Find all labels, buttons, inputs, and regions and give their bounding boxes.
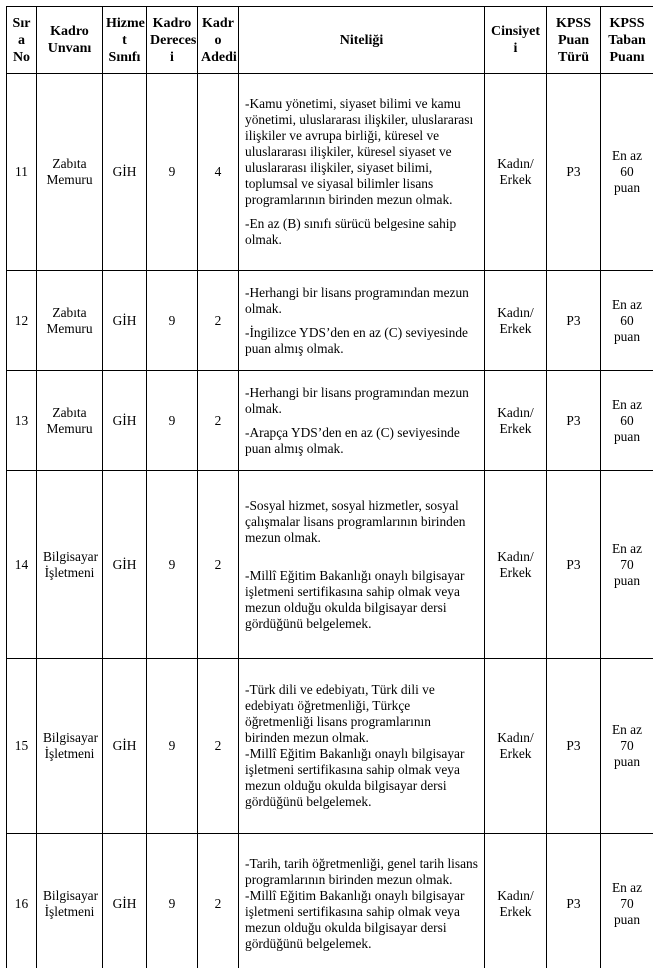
cell-adet: 2	[198, 371, 239, 471]
table-row	[7, 659, 654, 834]
table-row	[7, 371, 654, 471]
document-page	[6, 6, 653, 968]
header-text: Adedi	[201, 49, 237, 65]
table-row	[7, 834, 654, 969]
table-row	[7, 271, 654, 371]
column-header	[37, 7, 103, 74]
column-header	[601, 7, 654, 74]
cell-derece: 9	[147, 74, 198, 271]
cell-unvan: Zabıta Memuru	[37, 74, 103, 271]
nitelik-item: -Arapça YDS’den en az (C) seviyesinde puan almış olmak.	[245, 424, 460, 456]
nitelik-item: -Sosyal hizmet, sosyal hizmetler, sosyal çalışmalar lisans programlarının birinden mezun olmak.	[245, 497, 466, 545]
header-text: Kadro	[50, 24, 89, 39]
nitelik-item: -Millî Eğitim Bakanlığı onaylı bilgisayar işletmeni sertifikasına sahip olmak veya mezun olduğu okulda bilgisayar dersi gördüğünü belgelemek.	[245, 746, 465, 809]
header-text: Sır	[12, 15, 31, 31]
cell-cinsiyet: Kadın/ Erkek	[485, 74, 547, 271]
header-text: Puan	[557, 32, 590, 48]
column-header	[239, 7, 485, 74]
cell-taban: En az 70 puan	[601, 834, 654, 969]
cell-sinif: GİH	[103, 74, 147, 271]
nitelik-item: -Türk dili ve edebiyatı, Türk dili ve edebiyatı öğretmenliği, Türkçe öğretmenliği lisans programlarının birinden mezun olmak.	[245, 682, 435, 745]
cell-puan-turu: P3	[547, 74, 601, 271]
header-text: Türü	[557, 49, 590, 65]
header-text: Niteliği	[339, 32, 384, 48]
cell-cinsiyet: Kadın/ Erkek	[485, 659, 547, 834]
nitelik-item: -Millî Eğitim Bakanlığı onaylı bilgisayar işletmeni sertifikasına sahip olmak veya mezun olduğu okulda bilgisayar dersi gördüğünü belgelemek.	[245, 567, 465, 631]
cell-unvan: Zabıta Memuru	[37, 271, 103, 371]
cell-adet: 4	[198, 74, 239, 271]
header-text: a	[18, 32, 25, 48]
header-text: Hizme	[106, 15, 145, 31]
header-text: i	[513, 41, 518, 56]
cell-taban: En az 60 puan	[601, 74, 654, 271]
cell-taban: En az 70 puan	[601, 659, 654, 834]
cell-sinif: GİH	[103, 834, 147, 969]
cell-adet: 2	[198, 471, 239, 659]
column-header	[147, 7, 198, 74]
cell-no: 15	[7, 659, 37, 834]
nitelik-item: -İngilizce YDS’den en az (C) seviyesinde puan almış olmak.	[245, 324, 468, 356]
header-text: Cinsiyet	[491, 24, 540, 39]
column-header	[198, 7, 239, 74]
cell-nitelik	[239, 834, 485, 969]
nitelik-item: -Kamu yönetimi, siyaset bilimi ve kamu yönetimi, uluslararası ilişkiler, uluslararası ilişkiler ve avrupa birliği, küresel ve uluslararası ilişkiler, küresel siyaset ve uluslararası ilişkiler, siyaset bilimi, toplumsal ve siyasal bilimler lisans programlarının birinden mezun olmak.	[245, 96, 474, 207]
header-text: Taban	[608, 32, 646, 48]
cell-nitelik	[239, 271, 485, 371]
header-text: Kadro	[152, 15, 192, 31]
cell-derece: 9	[147, 271, 198, 371]
column-header	[547, 7, 601, 74]
cell-puan-turu: P3	[547, 371, 601, 471]
cell-nitelik	[239, 371, 485, 471]
header-text: i	[170, 49, 174, 65]
header-text: Dereces	[150, 32, 197, 48]
cell-adet: 2	[198, 659, 239, 834]
cell-no: 11	[7, 74, 37, 271]
cell-cinsiyet: Kadın/ Erkek	[485, 271, 547, 371]
header-text: KPSS	[555, 15, 591, 31]
cell-adet: 2	[198, 271, 239, 371]
table-row	[7, 471, 654, 659]
cell-puan-turu: P3	[547, 271, 601, 371]
cell-taban: En az 60 puan	[601, 371, 654, 471]
cell-cinsiyet: Kadın/ Erkek	[485, 471, 547, 659]
nitelik-item: -Millî Eğitim Bakanlığı onaylı bilgisayar işletmeni sertifikasına sahip olmak veya mezun olduğu okulda bilgisayar dersi gördüğünü belgelemek.	[245, 887, 465, 951]
nitelik-item: -Tarih, tarih öğretmenliği, genel tarih lisans programlarının birinden mezun olmak.	[245, 855, 478, 887]
cell-no: 13	[7, 371, 37, 471]
cell-no: 14	[7, 471, 37, 659]
cell-unvan: Bilgisayar İşletmeni	[37, 834, 103, 969]
header-text: No	[12, 49, 31, 65]
column-header	[485, 7, 547, 74]
header-text: Kadr	[202, 15, 234, 31]
column-header	[103, 7, 147, 74]
cell-unvan: Bilgisayar İşletmeni	[37, 471, 103, 659]
nitelik-item: -Herhangi bir lisans programından mezun olmak.	[245, 384, 469, 416]
header-row	[7, 7, 654, 74]
cell-unvan: Bilgisayar İşletmeni	[37, 659, 103, 834]
cell-nitelik	[239, 471, 485, 659]
cell-puan-turu: P3	[547, 659, 601, 834]
cell-sinif: GİH	[103, 471, 147, 659]
cell-nitelik	[239, 659, 485, 834]
cell-sinif: GİH	[103, 271, 147, 371]
kadro-table	[6, 6, 653, 968]
cell-puan-turu: P3	[547, 834, 601, 969]
cell-nitelik	[239, 74, 485, 271]
cell-derece: 9	[147, 471, 198, 659]
header-text: Puanı	[609, 49, 645, 65]
nitelik-item: -Herhangi bir lisans programından mezun olmak.	[245, 284, 469, 316]
cell-adet: 2	[198, 834, 239, 969]
header-text: KPSS	[609, 15, 645, 31]
column-header	[7, 7, 37, 74]
cell-taban: En az 70 puan	[601, 471, 654, 659]
cell-no: 12	[7, 271, 37, 371]
cell-cinsiyet: Kadın/ Erkek	[485, 834, 547, 969]
cell-sinif: GİH	[103, 371, 147, 471]
cell-taban: En az 60 puan	[601, 271, 654, 371]
nitelik-item: -En az (B) sınıfı sürücü belgesine sahip olmak.	[245, 216, 457, 247]
cell-derece: 9	[147, 659, 198, 834]
cell-cinsiyet: Kadın/ Erkek	[485, 371, 547, 471]
cell-unvan: Zabıta Memuru	[37, 371, 103, 471]
cell-derece: 9	[147, 371, 198, 471]
cell-derece: 9	[147, 834, 198, 969]
header-text: Unvanı	[47, 41, 92, 56]
header-text: o	[214, 32, 222, 48]
cell-sinif: GİH	[103, 659, 147, 834]
cell-puan-turu: P3	[547, 471, 601, 659]
cell-no: 16	[7, 834, 37, 969]
header-text: t Sınıfı	[108, 32, 141, 65]
table-row	[7, 74, 654, 271]
